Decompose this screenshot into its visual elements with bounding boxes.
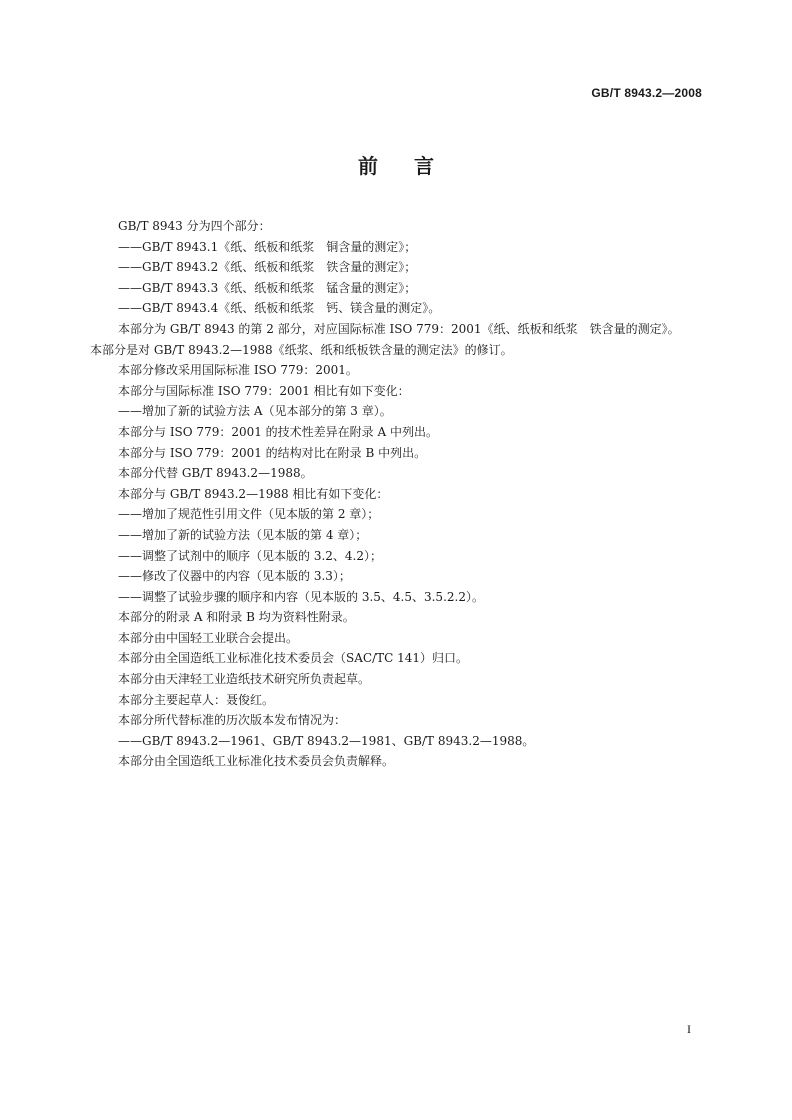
paragraph: 本部分由中国轻工业联合会提出。 (118, 630, 299, 645)
list-item: ——GB/T 8943.4《纸、纸板和纸浆 钙、镁含量的测定》。 (118, 301, 441, 316)
page-title: 前言 (358, 154, 470, 178)
list-item: ——GB/T 8943.2《纸、纸板和纸浆 铁含量的测定》； (118, 260, 417, 275)
list-item: ——增加了新的试验方法（见本版的第 4 章）； (118, 527, 368, 542)
foreword-body (90, 216, 710, 772)
page-number: I (687, 1022, 691, 1036)
paragraph: 本部分的附录 A 和附录 B 均为资料性附录。 (118, 610, 355, 625)
list-item: ——GB/T 8943.2—1961、GB/T 8943.2—1981、GB/T 8943.2—1988。 (118, 733, 535, 748)
paragraph: 本部分由全国造纸工业标准化技术委员会负责解释。 (118, 754, 395, 769)
paragraph: 本部分与 ISO 779：2001 的技术性差异在附录 A 中列出。 (118, 424, 438, 439)
list-item: ——GB/T 8943.1《纸、纸板和纸浆 铜含量的测定》； (118, 239, 417, 254)
paragraph: 本部分为 GB/T 8943 的第 2 部分，对应国际标准 ISO 779：2001《纸、纸板和纸浆 铁含量的测定》。 (118, 321, 680, 336)
paragraph: 本部分所代替标准的历次版本发布情况为： (118, 713, 347, 728)
list-item: ——GB/T 8943.3《纸、纸板和纸浆 锰含量的测定》； (118, 280, 417, 295)
paragraph: 本部分代替 GB/T 8943.2—1988。 (118, 466, 313, 481)
paragraph: GB/T 8943 分为四个部分： (118, 219, 271, 233)
list-item: ——调整了试剂中的顺序（见本版的 3.2、4.2）； (118, 548, 382, 563)
list-item: ——增加了新的试验方法 A（见本部分的第 3 章）。 (118, 404, 392, 419)
paragraph: 本部分是对 GB/T 8943.2—1988《纸浆、纸和纸板铁含量的测定法》的修订。 (90, 342, 513, 357)
standard-code: GB/T 8943.2—2008 (591, 86, 702, 100)
paragraph: 本部分主要起草人：聂俊红。 (118, 692, 275, 707)
paragraph: 本部分由全国造纸工业标准化技术委员会（SAC/TC 141）归口。 (118, 651, 469, 666)
paragraph: 本部分修改采用国际标准 ISO 779：2001。 (118, 363, 358, 378)
paragraph: 本部分与 ISO 779：2001 的结构对比在附录 B 中列出。 (118, 445, 427, 460)
list-item: ——调整了试验步骤的顺序和内容（见本版的 3.5、4.5、3.5.2.2）。 (118, 589, 484, 604)
paragraph: 本部分与国际标准 ISO 779：2001 相比有如下变化： (118, 383, 410, 398)
paragraph: 本部分与 GB/T 8943.2—1988 相比有如下变化： (118, 486, 389, 501)
list-item: ——修改了仪器中的内容（见本版的 3.3）； (118, 569, 351, 584)
list-item: ——增加了规范性引用文件（见本版的第 2 章）； (118, 507, 380, 522)
paragraph: 本部分由天津轻工业造纸技术研究所负责起草。 (118, 672, 371, 687)
